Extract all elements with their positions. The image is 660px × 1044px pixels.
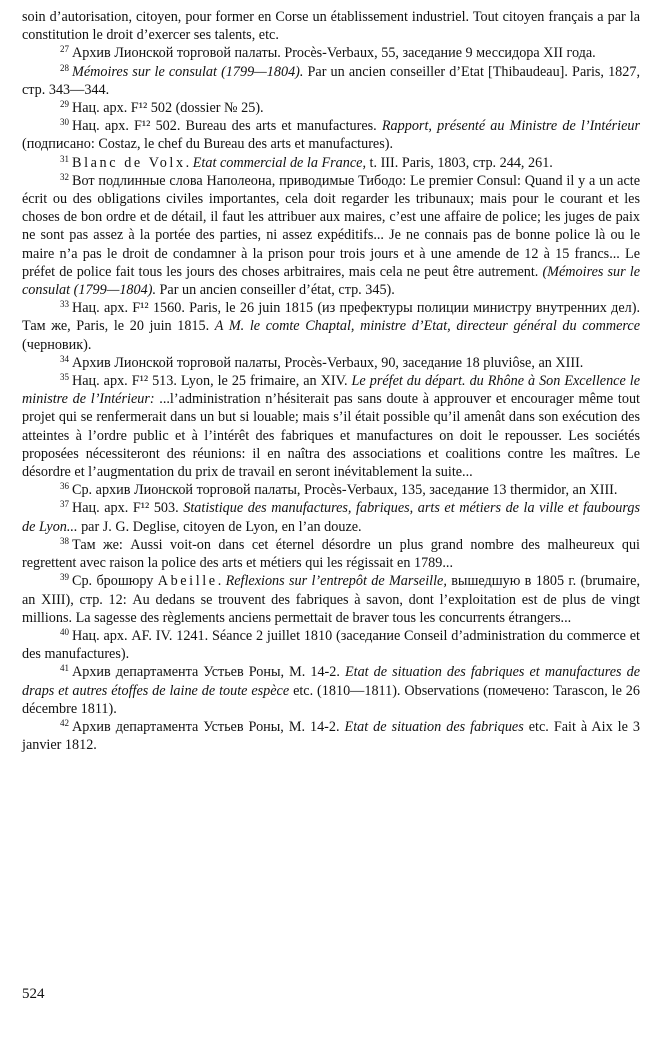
footnote-text: Нац. арх. F¹² 502 (dossier № 25). [72, 100, 264, 117]
footnote-text: Ср. брошюру [72, 573, 158, 590]
footnotes-list [22, 44, 640, 754]
footnote [22, 663, 640, 718]
footnote [22, 718, 640, 754]
footnote [22, 44, 640, 62]
footnote-number: 38 [60, 535, 69, 546]
footnote-text: Нац. арх. F¹² 503. [72, 500, 184, 517]
footnote [22, 572, 640, 627]
footnote-text: Там же: Aussi voit-on dans cet éternel désordre un plus grand nombre des malheureux qui regrettent avec raison la police des arts et métiers qui les régissait en 1789... [22, 536, 640, 572]
footnote [22, 63, 640, 99]
footnote-number: 39 [60, 572, 69, 583]
footnote [22, 99, 640, 117]
footnote-text: par J. G. Deglise, citoyen de Lyon, en l’an douze. [77, 518, 362, 535]
footnote [22, 354, 640, 372]
footnote-number: 32 [60, 171, 69, 182]
footnote-number: 35 [60, 372, 69, 383]
footnote-title-text: Statistique des manufactures, fabriques, arts et métiers de la ville et faubourgs de Lyon... [22, 500, 640, 535]
footnote [22, 536, 640, 572]
footnote-number: 36 [60, 481, 69, 492]
footnote-number: 29 [60, 99, 69, 110]
footnote [22, 499, 640, 535]
footnote-number: 40 [60, 626, 69, 637]
footnote-text: Архив Лионской торговой палаты. Procès-Verbaux, 55, заседание 9 мессидора XII года. [72, 45, 596, 62]
footnote-text: Par un ancien conseiller d’Etat [Thibaudeau]. Paris, 1827, стр. 343—344. [22, 63, 640, 98]
footnote-text: . [217, 573, 226, 590]
footnote [22, 372, 640, 481]
footnote-number: 28 [60, 62, 69, 73]
footnote-text: Ср. архив Лионской торговой палаты, Procès-Verbaux, 135, заседание 13 thermidor, an XIII. [72, 482, 618, 499]
footnote-text: вышедшую в 1805 г. (brumaire, an XIII), стр. 12: Au dedans se trouvent des fabriques à savon, dont l’exploitation est de plus de vingt millions. La sagesse des règlements anciens permettait de braver tous les concurrents étrangers... [22, 573, 640, 626]
footnote-text: Par un ancien conseiller d’état, стр. 345). [156, 282, 395, 299]
footnote-number: 33 [60, 299, 69, 310]
footnote-number: 30 [60, 117, 69, 128]
footnote-title-text: Le préfet du départ. du Rhône à Son Excellence le ministre de l’Intérieur: [22, 373, 640, 408]
footnote [22, 627, 640, 663]
footnote [22, 481, 640, 499]
footnote-title-text: Etat de situation des fabriques [344, 718, 524, 735]
footnote-number: 37 [60, 499, 69, 510]
footnote-text: t. III. Paris, 1803, стр. 244, 261. [366, 154, 553, 171]
page-number: 524 [22, 986, 45, 1002]
footnote [22, 172, 640, 299]
footnote-text: Нац. арх. F¹² 502. Bureau des arts et manufactures. [72, 118, 382, 135]
footnote [22, 117, 640, 153]
footnote-number: 31 [60, 153, 69, 164]
footnote-text: etc. (1810—1811). Observations (помечено: Tarascon, le 26 décembre 1811). [22, 682, 640, 717]
footnote-text: (подписано: Costaz, le chef du Bureau des arts et manufactures). [22, 136, 394, 153]
footnote-title-text: Etat commercial de la France, [192, 154, 366, 171]
footnote-title-text: Mémoires sur le consulat (1799—1804). [72, 63, 304, 80]
footnote-text: Нац. арх. AF. IV. 1241. Séance 2 juillet 1810 (заседание Conseil d’administration du commerce et des manufactures). [22, 627, 640, 663]
footnote [22, 154, 640, 172]
footnote-author-text: Blanc de Volx [72, 154, 186, 171]
footnote-title-text: Etat de situation des fabriques et manufactures de draps et autres étoffes de laine de toute espèce [22, 664, 640, 699]
footnote-title-text: (Mémoires sur le consulat (1799—1804). [22, 263, 640, 299]
footnote-text: etc. Fait à Aix le 3 janvier 1812. [22, 718, 641, 754]
footnote-title-text: Reflexions sur l’entrepôt de Marseille, [225, 573, 447, 590]
footnote-author-text: Abeille [157, 573, 218, 590]
footnote-title-text: A M. le comte Chaptal, ministre d’Etat, directeur général du commerce [214, 318, 640, 335]
footnote-number: 42 [60, 717, 69, 728]
footnote-text: Архив Лионской торговой палаты, Procès-Verbaux, 90, заседание 18 pluviôse, an XIII. [72, 354, 584, 371]
footnote-text: ...l’administration n’hésiterait pas sans doute à approuver et encourager même tout projet qui se renfermerait dans un but si louable; mais s’il était possible qu’il amenât dans son exécution des atteintes à l’ordre public et à l’intérêt des fabriques et manufactures on doit le repousser. Les sociétés proposées nécessiteront des réunions: il en naîtra des associations et coalitions contre les maîtres. Le désordre et l’augmentation du prix de travail en seront inévitablement la suite... [22, 391, 640, 481]
footnote-number: 27 [60, 44, 69, 55]
footnote-number: 34 [60, 353, 69, 364]
continuation-paragraph: soin d’autorisation, citoyen, pour former en Corse un établissement industriel. Tout citoyen français a par la constitution le droit d’exercer ses talents, etc. [22, 9, 640, 44]
footnote-title-text: Rapport, présenté au Ministre de l’Intérieur [381, 118, 640, 135]
footnote-text: . [185, 154, 193, 171]
footnote-text: Архив департамента Устьев Роны, M. 14-2. [72, 664, 345, 681]
footnote-text: Нац. арх. F¹² 513. Lyon, le 25 frimaire, an XIV. [72, 373, 352, 390]
footnote-number: 41 [60, 663, 69, 674]
footnote-text: (черновик). [22, 336, 92, 353]
footnote-text: Нац. арх. F¹² 1560. Paris, le 26 juin 1815 (из префектуры полиции министру внутренних дел). Там же, Paris, le 20 juin 1815. [22, 300, 640, 335]
footnote-text: Архив департамента Устьев Роны, M. 14-2. [72, 718, 345, 735]
footnote [22, 299, 640, 354]
footnote-text: Вот подлинные слова Наполеона, приводимые Тибодо: Le premier Consul: Quand il y a un acte écrit ou des obligations civiles importantes, cela doit regarder les tribunaux; mais pour le courant et les choses de bon ordre et de détail, il faut les attribuer aux maires, c’est une affaire de police; les juges de paix ne sont pas assez à la portée des parties, ni assez expéditifs... Je ne connais pas de bonne police là ou le maire n’a pas le droit de condamner à la prison pour trois jours et à une amende de 12 à 15 francs... Le préfet de police fait tous les jours des choses arbitraires, mais cela ne peut être autrement. [22, 172, 640, 280]
